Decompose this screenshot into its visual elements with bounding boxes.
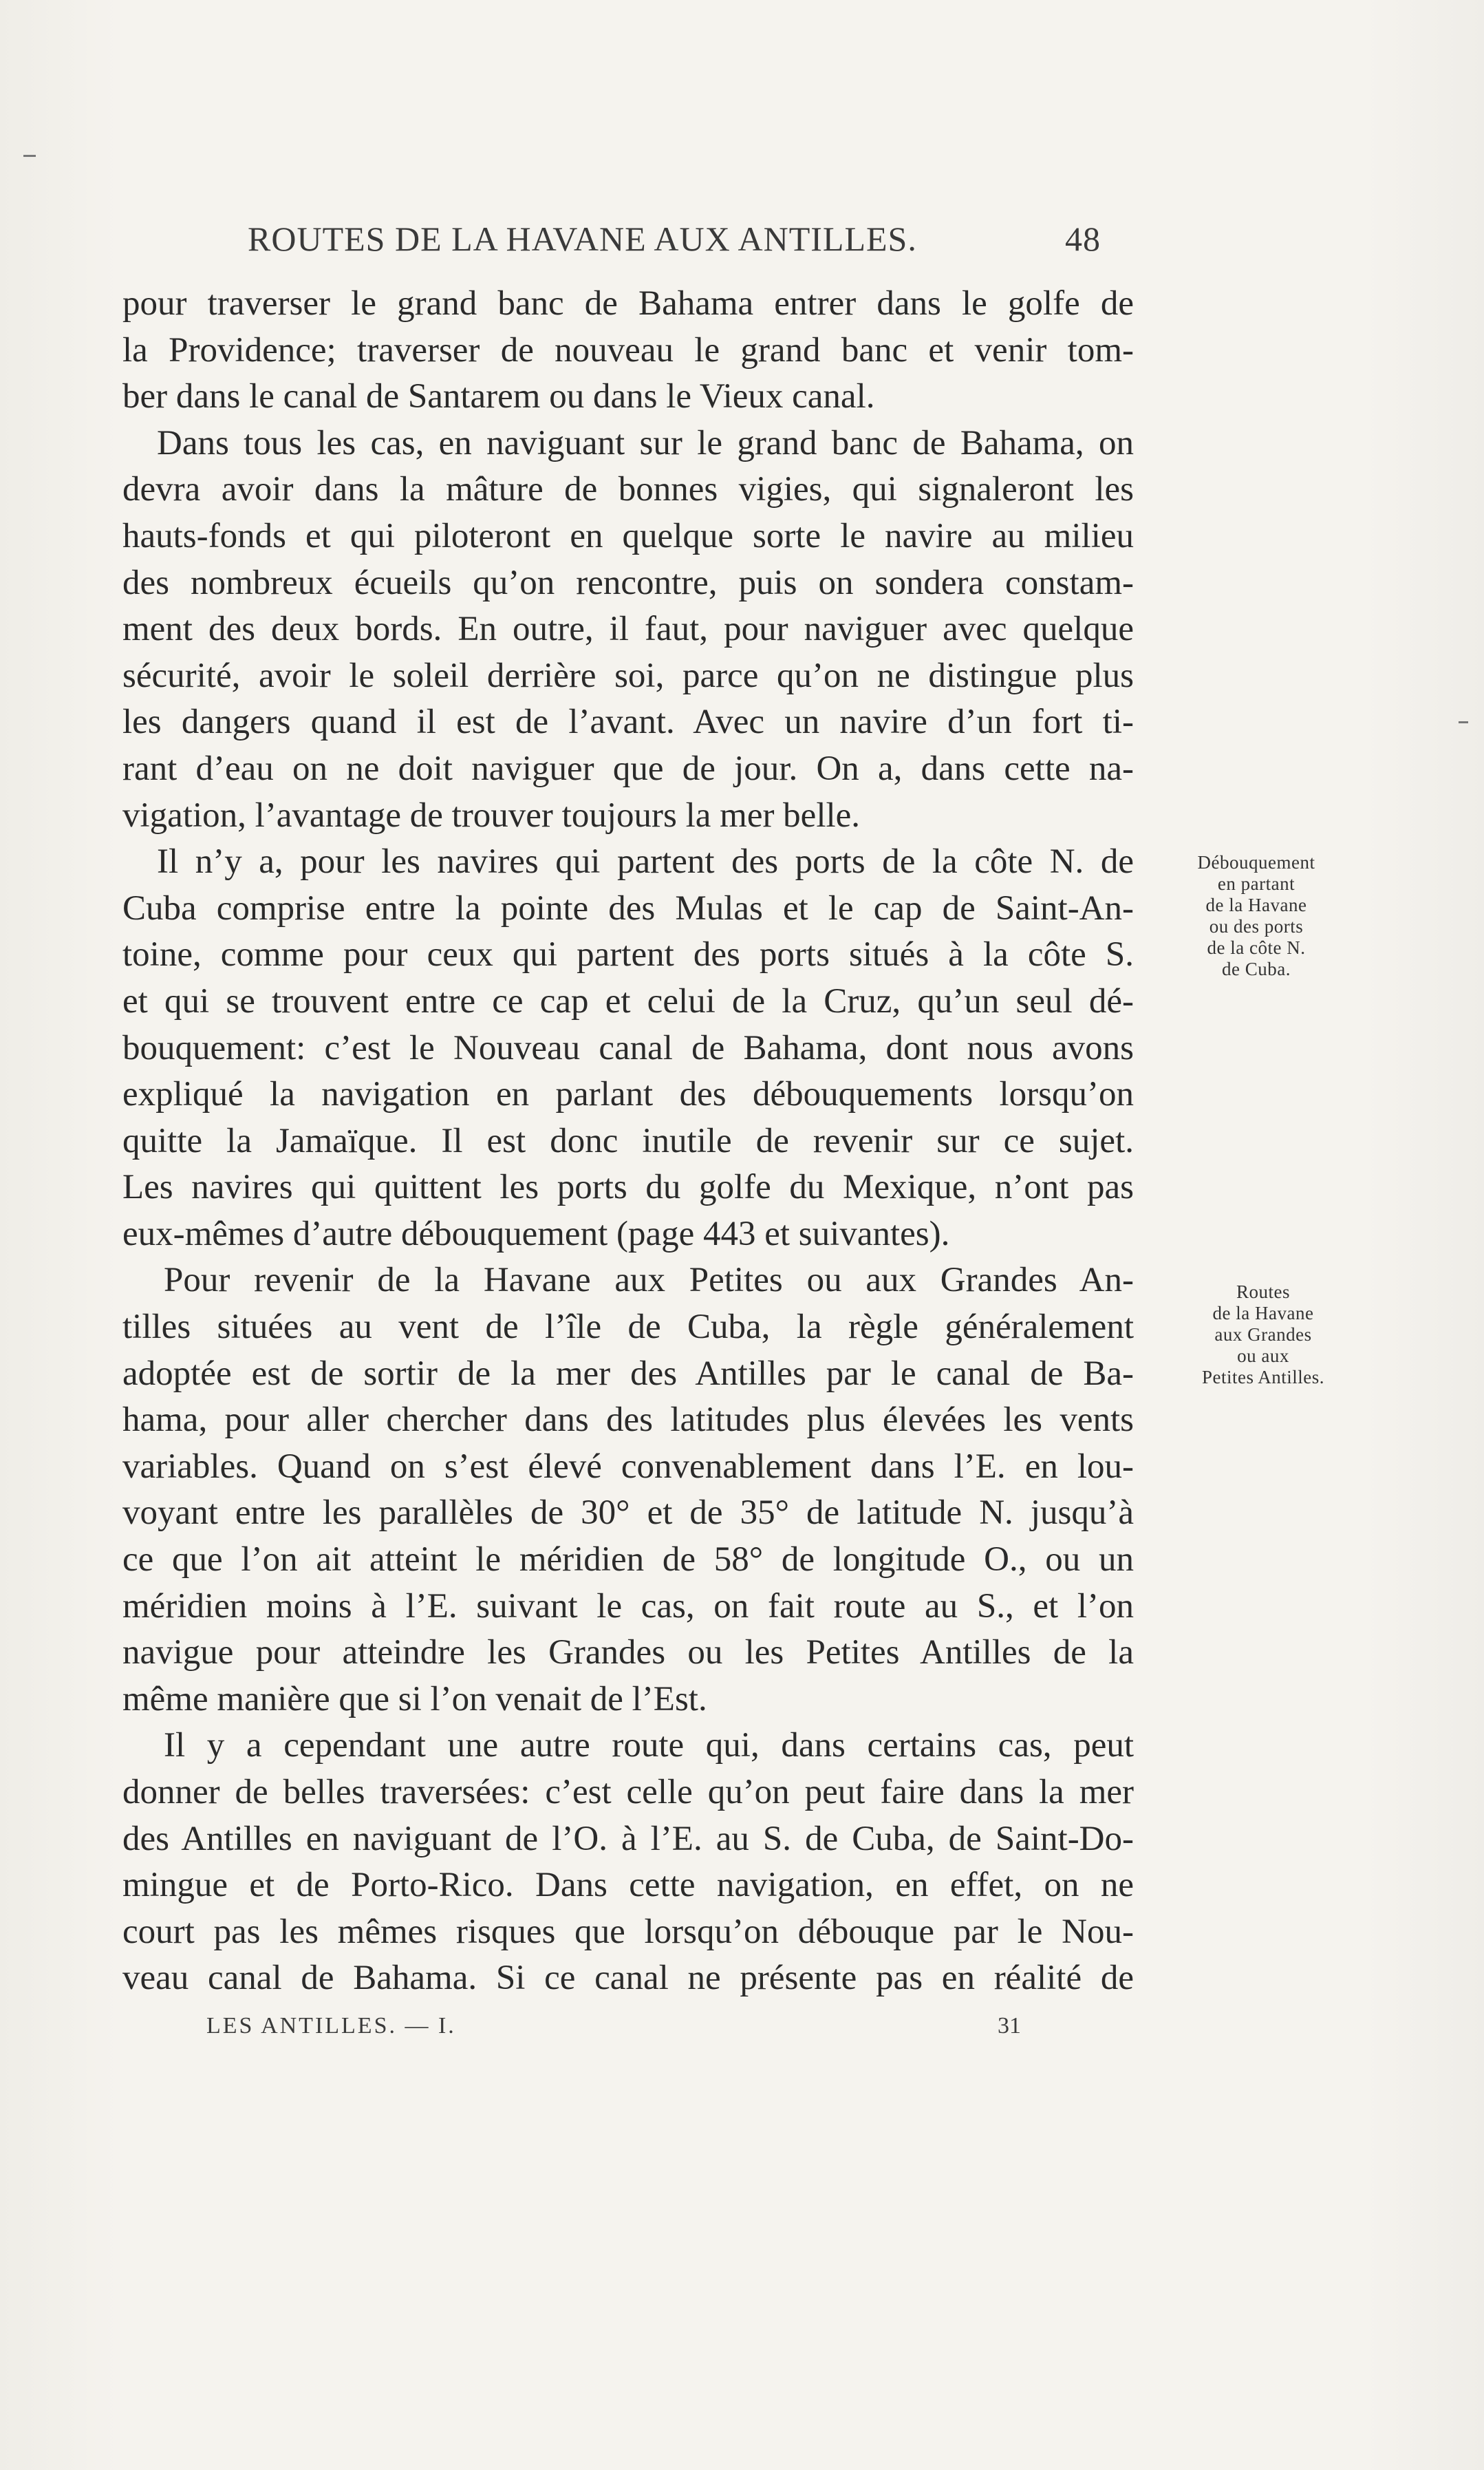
margin-note-line: aux Grandes [1214,1324,1312,1345]
sheet-number: 31 [998,2013,1021,2038]
text-line: variables. Quand on s’est élevé convenablement dans l’E. en lou- [122,1447,1134,1486]
margin-note-line: ou aux [1237,1345,1289,1366]
paragraph-start-line: Il y a cependant une autre route qui, dans certains cas, peut [164,1726,1134,1765]
text-line: donner de belles traversées: c’est celle qu’on peut faire dans la mer [122,1773,1134,1811]
margin-note-debouquement [1160,852,1353,980]
text-line: hauts-fonds et qui piloteront en quelque sorte le navire au milieu [122,516,1134,555]
running-head [248,219,1101,267]
text-line: la Providence; traverser de nouveau le grand banc et venir tom- [122,330,1134,370]
margin-note-line: de la Havane [1212,1303,1314,1323]
text-line: hama, pour aller chercher dans des latitudes plus élevées les vents [122,1401,1134,1440]
text-line: adoptée est de sortir de la mer des Antilles par le canal de Ba- [122,1354,1134,1393]
text-line: voyant entre les parallèles de 30° et de 35° de latitude N. jusqu’à [122,1493,1134,1533]
margin-note-line: Routes [1236,1281,1290,1302]
text-line: des nombreux écueils qu’on rencontre, puis on sondera constam- [122,563,1134,602]
margin-note-line: Petites Antilles. [1201,1367,1324,1387]
page-number: 48 [1065,220,1101,258]
text-line: Les navires qui quittent les ports du golfe du Mexique, n’ont pas [122,1168,1134,1207]
margin-note-routes [1160,1281,1366,1388]
margin-note-line: de Cuba. [1222,959,1291,979]
text-line: ce que l’on ait atteint le méridien de 58° de longitude O., ou un [122,1540,1134,1579]
text-line: même manière que si l’on venait de l’Est. [122,1679,707,1718]
margin-note-line: Débouquement [1197,852,1315,873]
margin-note-line: de la côte N. [1207,937,1306,958]
text-line: Cuba comprise entre la pointe des Mulas et le cap de Saint-An- [122,888,1134,928]
text-line: ment des deux bords. En outre, il faut, pour naviguer avec quelque [122,610,1134,649]
text-line: eux-mêmes d’autre débouquement (page 443 et suivantes). [122,1214,950,1253]
text-line: tilles situées au vent de l’île de Cuba, la règle généralement [122,1308,1134,1347]
text-line: toine, comme pour ceux qui partent des ports situés à la côte S. [122,935,1134,975]
edge-mark-right [1459,721,1468,723]
margin-note-line: de la Havane [1205,895,1307,915]
text-line: méridien moins à l’E. suivant le cas, on fait route au S., et l’on [122,1586,1134,1626]
signature-mark: LES ANTILLES. — I. [206,2013,456,2038]
edge-mark-left [23,155,36,157]
paragraph-start-line: Il n’y a, pour les navires qui partent des ports de la côte N. de [157,842,1134,882]
margin-note-line: ou des ports [1209,916,1304,937]
text-line: rant d’eau on ne doit naviguer que de jour. On a, dans cette na- [122,749,1134,788]
page-footer [206,2013,1032,2047]
text-line: sécurité, avoir le soleil derrière soi, parce qu’on ne distingue plus [122,656,1134,695]
text-line: vigation, l’avantage de trouver toujours la mer belle. [122,796,861,835]
text-line: les dangers quand il est de l’avant. Avec un navire d’un fort ti- [122,703,1134,742]
paragraph-start-line: Pour revenir de la Havane aux Petites ou aux Grandes An- [164,1261,1134,1300]
text-line: et qui se trouvent entre ce cap et celui de la Cruz, qu’un seul dé- [122,981,1134,1021]
body-text [122,281,1134,2002]
text-line: court pas les mêmes risques que lorsqu’on débouque par le Nou- [122,1912,1134,1951]
text-line: navigue pour atteindre les Grandes ou les Petites Antilles de la [122,1633,1134,1672]
text-line: quitte la Jamaïque. Il est donc inutile de revenir sur ce sujet. [122,1121,1134,1160]
text-line: des Antilles en naviguant de l’O. à l’E. au S. de Cuba, de Saint-Do- [122,1819,1134,1858]
text-line: bouquement: c’est le Nouveau canal de Bahama, dont nous avons [122,1028,1134,1067]
text-line: expliqué la navigation en parlant des débouquements lorsqu’on [122,1075,1134,1114]
text-line: pour traverser le grand banc de Bahama entrer dans le golfe de [122,284,1134,323]
paragraph-start-line: Dans tous les cas, en naviguant sur le grand banc de Bahama, on [157,423,1134,462]
text-line: ber dans le canal de Santarem ou dans le Vieux canal. [122,377,875,416]
margin-note-line: en partant [1217,873,1295,894]
text-line: devra avoir dans la mâture de bonnes vigies, qui signaleront les [122,470,1134,509]
text-line: veau canal de Bahama. Si ce canal ne présente pas en réalité de [122,1959,1134,1998]
running-head-title: ROUTES DE LA HAVANE AUX ANTILLES. [248,220,917,258]
text-line: mingue et de Porto-Rico. Dans cette navigation, en effet, on ne [122,1866,1134,1905]
